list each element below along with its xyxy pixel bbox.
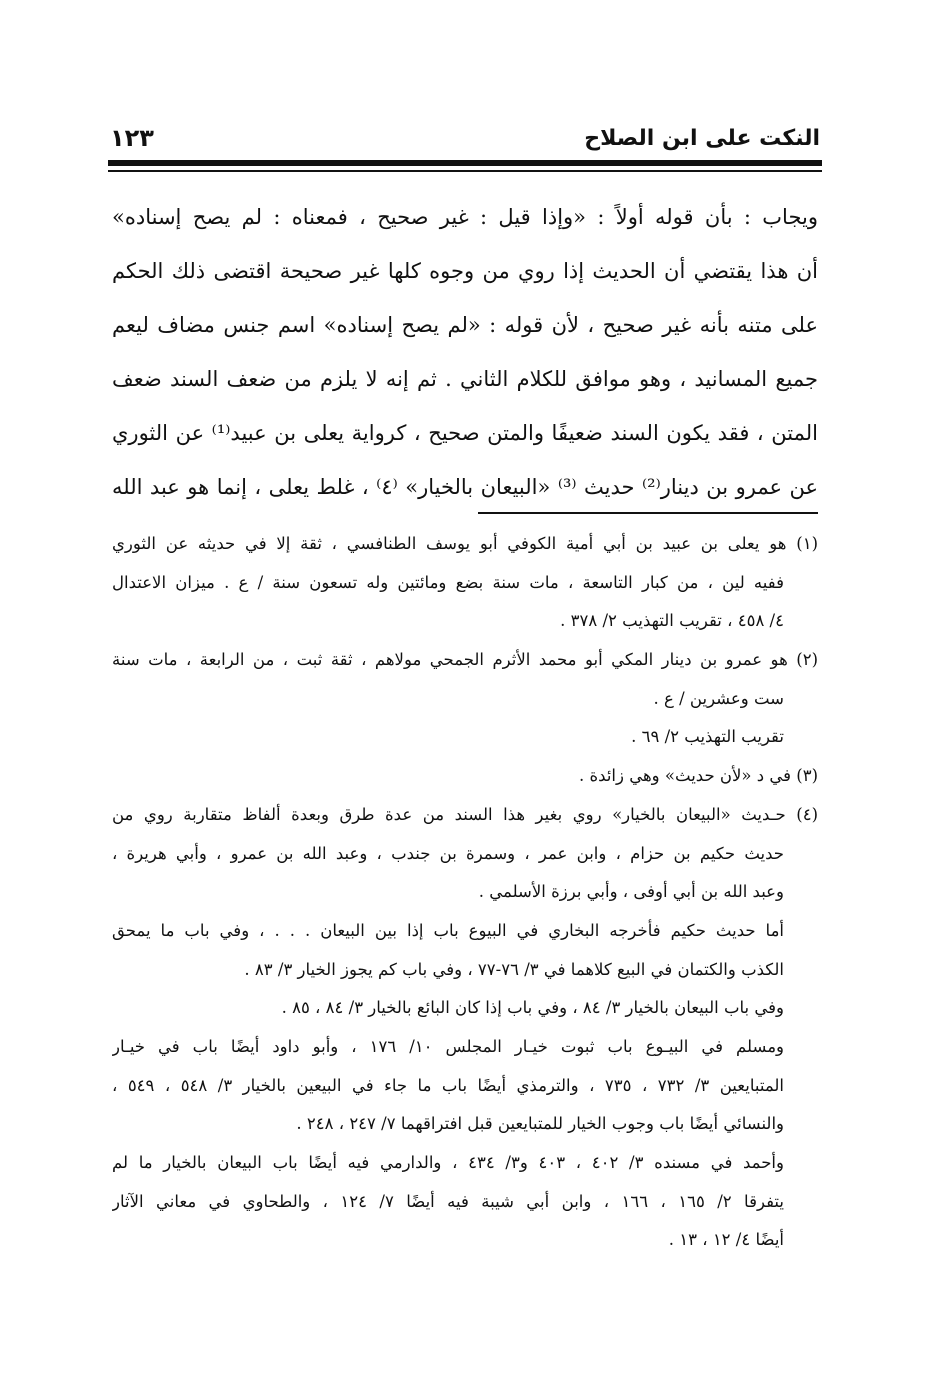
footnote-line: ست وعشرين / ع . (653, 688, 784, 708)
footnote-separator (478, 512, 818, 514)
footnote-line: أما حديث حكيم فأخرجه البخاري في البيوع باب إذا بين البيعان . . . ، وفي باب ما يمحق (112, 920, 784, 940)
body-line: على متنه بأنه غير صحيح ، لأن قوله : «لم يصح إسناده» اسم جنس مضاف ليعم (112, 313, 818, 337)
footnote-line: ٤/ ٤٥٨ ، تقريب التهذيب ٢/ ٣٧٨ . (560, 611, 784, 631)
footnote-line: (٣) في د «لأن حديث» وهي زائدة . (579, 766, 818, 786)
footnote-line: حديث حكيم بن حزام ، وابن عمر ، وسمرة بن جندب ، وعبد الله بن عمرو ، وأبي هريرة ، (112, 843, 784, 863)
footnote-line: ومسلم في البيـوع باب ثبوت خيـار المجلس ١٠/ ١٧٦ ، وأبو داود أيضًا باب في خيـار (112, 1036, 785, 1056)
main-text (112, 190, 818, 514)
header-rule-thin (108, 170, 822, 172)
footnote-line: أيضًا ٤/ ١٢ ، ١٣ . (668, 1230, 784, 1250)
footnote-line: (٢) هو عمرو بن دينار المكي أبو محمد الأثرم الجمحي مولاهم ، ثقة ثبت ، من الرابعة ، مات سنة (112, 650, 818, 670)
body-line: أن هذا يقتضي أن الحديث إذا روي من وجوه كلها غير صحيحة اقتضى ذلك الحكم (112, 259, 818, 283)
footnotes (112, 525, 818, 1260)
footnote-line: (٤) حـديث «البيعان بالخيار» روي بغير هذا السند من عدة طرق وبعدة ألفاظ متقاربة روي من (112, 804, 818, 824)
footnote-line: المتبايعين ٣/ ٧٣٢ ، ٧٣٥ ، والترمذي أيضًا باب ما جاء في البيعين بالخيار ٣/ ٥٤٨ ، ٥٤٩ ، (112, 1075, 784, 1095)
footnote-line: وفي باب البيعان بالخيار ٣/ ٨٤ ، وفي باب إذا كان البائع بالخيار ٣/ ٨٤ ، ٨٥ . (281, 998, 784, 1018)
body-line: ويجاب : بأن قوله أولاً : «وإذا قيل : غير صحيح ، فمعناه : لم يصح إسناده» (112, 205, 818, 229)
body-line: جميع المسانيد ، وهو موافق للكلام الثاني . ثم إنه لا يلزم من ضعف السند ضعف (112, 367, 818, 391)
running-title: النكت على ابن الصلاح (584, 126, 820, 151)
footnote-line: وعبد الله بن أبي أوفى ، وأبي برزة الأسلمي . (478, 882, 784, 902)
footnote-line: ففيه لين ، من كبار التاسعة ، مات سنة بضع ومائتين وله تسعون سنة / ع . ميزان الاعتدال (112, 572, 784, 592)
footnote-line: وأحمد في مسنده ٣/ ٤٠٢ ، ٤٠٣ و٣/ ٤٣٤ ، والدارمي فيه أيضًا باب البيعان بالخيار ما لم (112, 1153, 784, 1172)
body-line: المتن ، فقد يكون السند ضعيفًا والمتن صحيح ، كرواية يعلى بن عبيد⁽¹⁾ عن الثوري (112, 421, 818, 445)
footnote-line: يتفرقا ٢/ ١٦٥ ، ١٦٦ ، وابن أبي شيبة فيه أيضًا ٧/ ١٢٤ ، والطحاوي في معاني الآثار (112, 1191, 784, 1211)
footnote-line: (١) هو يعلى بن عبيد بن أبي أمية الكوفي أبو يوسف الطنافسي ، ثقة إلا في حديثه عن الثوري (112, 534, 818, 553)
page-number: ١٢٣ (110, 124, 154, 152)
header-rule-thick (108, 160, 822, 166)
footnote-line: تقريب التهذيب ٢/ ٦٩ . (631, 727, 784, 747)
footnote-line: الكذب والكتمان في البيع كلاهما في ٣/ ٧٦-٧٧ ، وفي باب كم يجوز الخيار ٣/ ٨٣ . (244, 959, 784, 979)
footnote-line: والنسائي أيضًا باب وجوب الخيار للمتبايعين قبل افتراقهما ٧/ ٢٤٧ ، ٢٤٨ . (296, 1114, 784, 1134)
body-line: عن عمرو بن دينار⁽²⁾ حديث ⁽³⁾ «البيعان بالخيار» ⁽٤⁾ ، غلط يعلى ، إنما هو عبد الله (112, 475, 818, 499)
page-header (110, 120, 820, 160)
